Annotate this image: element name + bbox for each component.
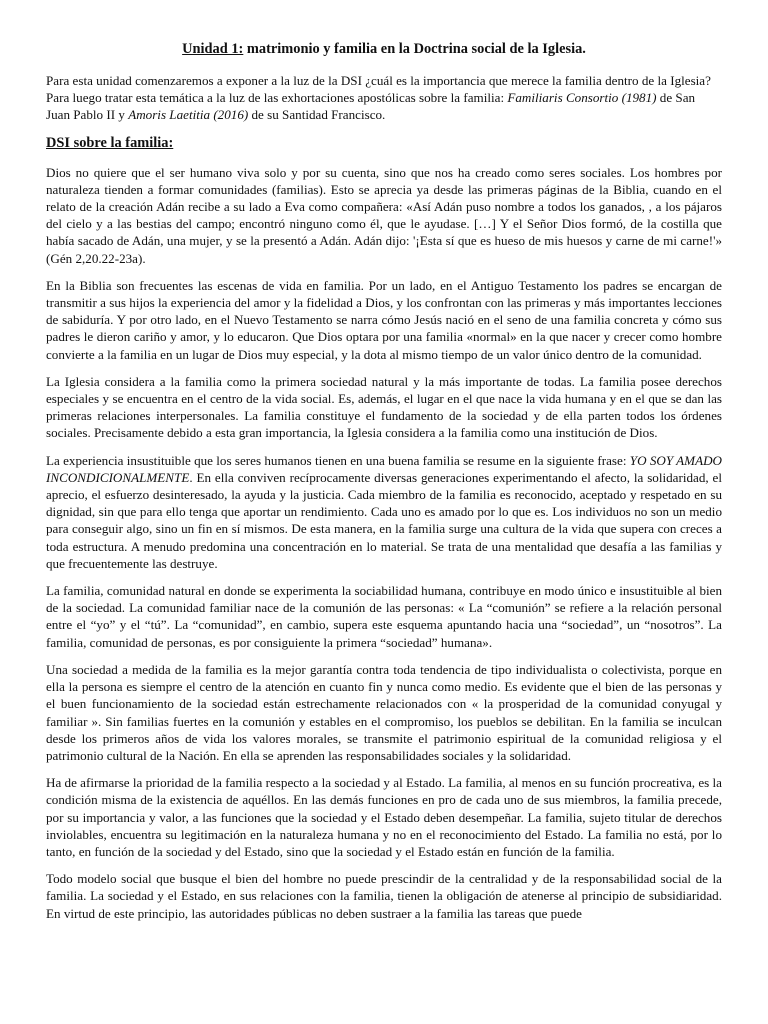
paragraph-2: En la Biblia son frecuentes las escenas de vida en familia. Por un lado, en el Antiguo Testamento los padres se encargan de transmitir a sus hijos la experiencia del amor y la fidelidad a Dios, y los confrontan con las primeras y más importantes lecciones de sabiduría. Y por otro lado, en el Nuevo Testamento se narra cómo Jesús nació en el seno de una familia concreta y cómo sus padres le dieron cariño y amor, y lo educaron. Que Dios optara por una familia «normal» en la que nacer y crecer como hombre convierte a la familia en un lugar de Dios muy especial, y la dota al mismo tiempo de un valor único dentro de la comunidad. xyxy=(46,277,722,362)
document-title xyxy=(46,40,722,58)
title-text: matrimonio y familia en la Doctrina social de la Iglesia. xyxy=(243,41,586,57)
intro-text-2: de San Juan Pablo II y xyxy=(46,90,696,123)
paragraph-4-emphasis: YO SOY AMADO INCONDICIONALMENTE xyxy=(46,452,722,485)
paragraph-7: Ha de afirmarse la prioridad de la familia respecto a la sociedad y al Estado. La familia, al menos en su función procreativa, es la condición misma de la existencia de aquéllos. En las demás funciones en pro de cada uno de sus miembros, la familia precede, por su importancia y valor, a las funciones que la sociedad y el Estado deben desempeñar. La familia, sujeto titular de derechos inviolables, encuentra su legitimación en la naturaleza humana y no en el reconocimiento del Estado. La familia no está, por lo tanto, en función de la sociedad y del Estado, sino que la sociedad y el Estado están en función de la familia. xyxy=(46,775,722,859)
paragraph-1: Dios no quiere que el ser humano viva solo y por su cuenta, sino que nos ha creado como seres sociales. Los hombres por naturaleza tienden a formar comunidades (familias). Esto se aprecia ya desde las primeras páginas de la Biblia, cuando en el relato de la creación Adán recibe a su lado a Eva como compañera: «Así Adán puso nombre a todos los ganados, , a los pájaros del cielo y a las bestias del campo; encontró ninguno como él, que le ayudase. […] Y el Señor Dios formó, de la costilla que había sacado de Adán, una mujer, y se la presentó a Adán. Adán dijo: '¡Esta sí que es hueso de mis huesos y carne de mi carne!'» (Gén 2,20.22-23a). xyxy=(46,164,722,266)
paragraph-4-text-b: . En ella conviven recíprocamente diversas generaciones experimentando el afecto, la solidaridad, el aprecio, el esfuerzo desinteresado, la ayuda y la justicia. Cada miembro de la familia es reconocido, aceptado y respetado en su dignidad, sin que para ello tenga que aportar un rendimiento. Cada uno es amado por lo que es. Los individuos no son un medio para conseguir algo, sino un fin en sí mismos. De esta manera, en la familia surge una cultura de la vida que supera con creces a toda estructura. A menudo predomina una concentración en lo material. Se trata de una mentalidad que desafía a las familias y que frecuentemente las destruye. xyxy=(46,469,722,571)
intro-citation-amoris: Amoris Laetitia (2016) xyxy=(128,107,249,123)
paragraph-8: Todo modelo social que busque el bien del hombre no puede prescindir de la centralidad y de la responsabilidad social de la familia. La sociedad y el Estado, en sus relaciones con la familia, tienen la obligación de atenerse al principio de subsidiaridad. En virtud de este principio, las autoridades públicas no deben sustraer a la familia las tareas que puede xyxy=(46,871,722,921)
intro-text-3: de su Santidad Francisco. xyxy=(248,107,386,123)
paragraph-4-text-a: La experiencia insustituible que los seres humanos tienen en una buena familia se resume en la siguiente frase: xyxy=(46,452,630,468)
paragraph-3: La Iglesia considera a la familia como la primera sociedad natural y la más importante de todas. La familia posee derechos especiales y se encuentra en el centro de la vida social. Es, además, el lugar en el que nace la vida humana y en el que se dan las primeras relaciones interpersonales. La familia constituye el fundamento de la sociedad y de ella parten todos los órdenes sociales. Precisamente debido a esta gran importancia, la Iglesia considera a la familia como una institución de Dios. xyxy=(46,373,722,441)
paragraph-5: La familia, comunidad natural en donde se experimenta la sociabilidad humana, contribuye en modo único e insustituible al bien de la sociedad. La comunidad familiar nace de la comunión de las personas: « La “comunión” se refiere a la relación personal entre el “yo” y el “tú”. La “comunidad”, en cambio, supera este esquema apuntando hacia una “sociedad”, un “nosotros”. La familia, comunidad de personas, es por consiguiente la primera “sociedad” humana». xyxy=(46,583,722,650)
title-unit: Unidad 1: xyxy=(182,41,244,57)
paragraph-4 xyxy=(46,452,722,572)
intro-text-1: Para esta unidad comenzaremos a exponer a la luz de la DSI ¿cuál es la importancia que merece la familia dentro de la Iglesia? Para luego tratar esta temática a la luz de las exhortaciones apostólicas sobre la familia: xyxy=(46,73,711,106)
intro-paragraph xyxy=(46,72,722,124)
intro-citation-familiaris: Familiaris Consortio (1981) xyxy=(507,90,657,106)
paragraph-6: Una sociedad a medida de la familia es la mejor garantía contra toda tendencia de tipo individualista o colectivista, porque en ella la persona es siempre el centro de la atención en cuanto fin y nunca como medio. Es evidente que el bien de las personas y el buen funcionamiento de la sociedad están estrechamente relacionados con « la prosperidad de la comunidad conyugal y familiar ». Sin familias fuertes en la comunión y estables en el compromiso, los pueblos se debilitan. En la familia se inculcan desde los primeros años de vida los valores morales, se transmite el patrimonio espiritual de la comunidad religiosa y el patrimonio cultural de la Nación. En ella se aprenden las responsabilidades sociales y la solidaridad. xyxy=(46,661,722,763)
section-heading: DSI sobre la familia: xyxy=(46,134,174,151)
